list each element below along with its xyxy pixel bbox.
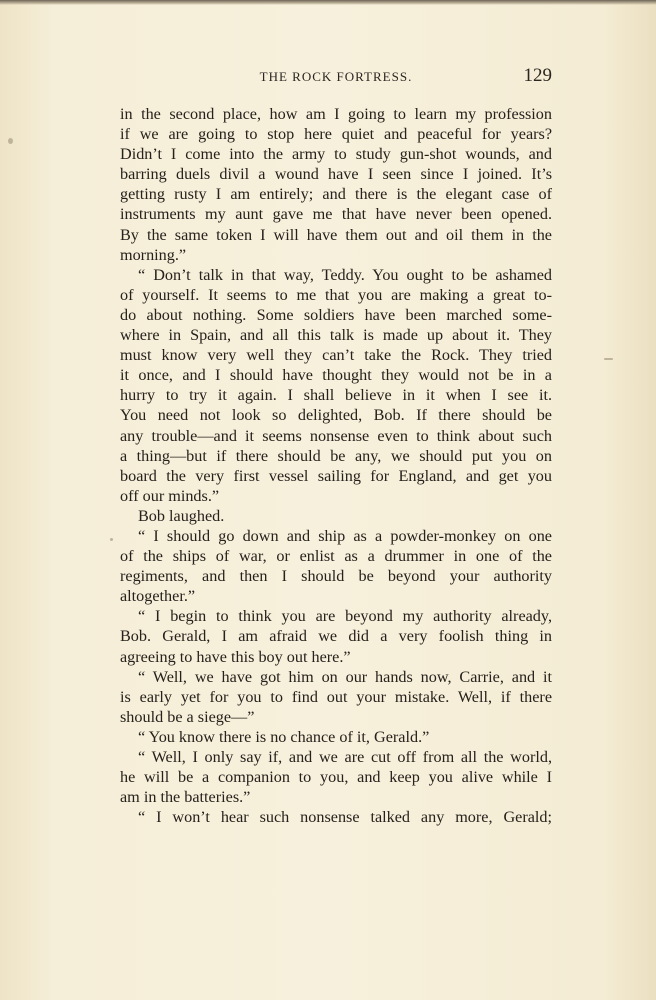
text-line: must know very well they can’t take the Rock. They tried xyxy=(120,346,552,365)
text-line: instruments my aunt gave me that have never been opened. xyxy=(120,205,552,224)
text-line: agreeing to have this boy out here.” xyxy=(120,647,351,666)
text-line: Didn’t I come into the army to study gun-shot wounds, and xyxy=(120,145,552,164)
text-line: he will be a companion to you, and keep you alive while I xyxy=(120,768,552,787)
text-line: of the ships of war, or enlist as a drummer in one of the xyxy=(120,547,552,566)
text-line: a thing—but if there should be any, we should put you on xyxy=(120,446,552,465)
text-line: board the very first vessel sailing for England, and get you xyxy=(120,466,552,485)
text-line: “ I won’t hear such nonsense talked any more, Gerald; xyxy=(138,808,552,827)
paper-speck xyxy=(8,138,13,144)
text-line: “ I begin to think you are beyond my authority already, xyxy=(138,607,552,626)
running-head xyxy=(120,64,552,88)
page-number: 129 xyxy=(523,65,552,86)
text-line: By the same token I will have them out and oil them in the xyxy=(120,225,552,244)
page-top-edge-shadow xyxy=(0,0,656,5)
text-line: hurry to try it again. I shall believe in it when I see it. xyxy=(120,386,552,405)
body-text xyxy=(120,104,552,827)
text-line: You need not look so delighted, Bob. If there should be xyxy=(120,406,552,425)
paper-speck xyxy=(110,538,113,541)
text-line: off our minds.” xyxy=(120,486,220,505)
text-line: if we are going to stop here quiet and peaceful for years? xyxy=(120,125,552,144)
text-line: am in the batteries.” xyxy=(120,788,251,807)
text-line: morning.” xyxy=(120,245,187,264)
text-line: it once, and I should have thought they would not be in a xyxy=(120,366,552,385)
text-line: any trouble—and it seems nonsense even to think about such xyxy=(120,426,552,445)
text-line: Bob. Gerald, I am afraid we did a very foolish thing in xyxy=(120,627,552,646)
text-line: altogether.” xyxy=(120,587,196,606)
text-line: “ Don’t talk in that way, Teddy. You ought to be ashamed xyxy=(138,265,552,284)
text-line: where in Spain, and all this talk is made up about it. They xyxy=(120,326,552,345)
text-line: “ Well, I only say if, and we are cut off from all the world, xyxy=(138,748,552,766)
text-line: is early yet for you to find out your mistake. Well, if there xyxy=(120,687,552,706)
text-line: regiments, and then I should be beyond your authority xyxy=(120,567,552,586)
text-line: “ Well, we have got him on our hands now, Carrie, and it xyxy=(138,667,552,686)
text-line: getting rusty I am entirely; and there is the elegant case of xyxy=(120,185,552,204)
text-line: barring duels divil a wound have I seen since I joined. It’s xyxy=(120,165,552,184)
text-line: should be a siege—” xyxy=(120,707,255,726)
text-line: “ You know there is no chance of it, Gerald.” xyxy=(138,727,430,746)
paper-speck xyxy=(604,358,613,360)
text-line: Bob laughed. xyxy=(138,506,225,525)
text-line: “ I should go down and ship as a powder-monkey on one xyxy=(138,526,552,545)
text-line: in the second place, how am I going to learn my profession xyxy=(120,105,552,123)
text-line: of yourself. It seems to me that you are making a great to- xyxy=(120,285,552,304)
text-line: do about nothing. Some soldiers have been marched some- xyxy=(120,305,552,324)
running-title: THE ROCK FORTRESS. xyxy=(259,69,413,84)
